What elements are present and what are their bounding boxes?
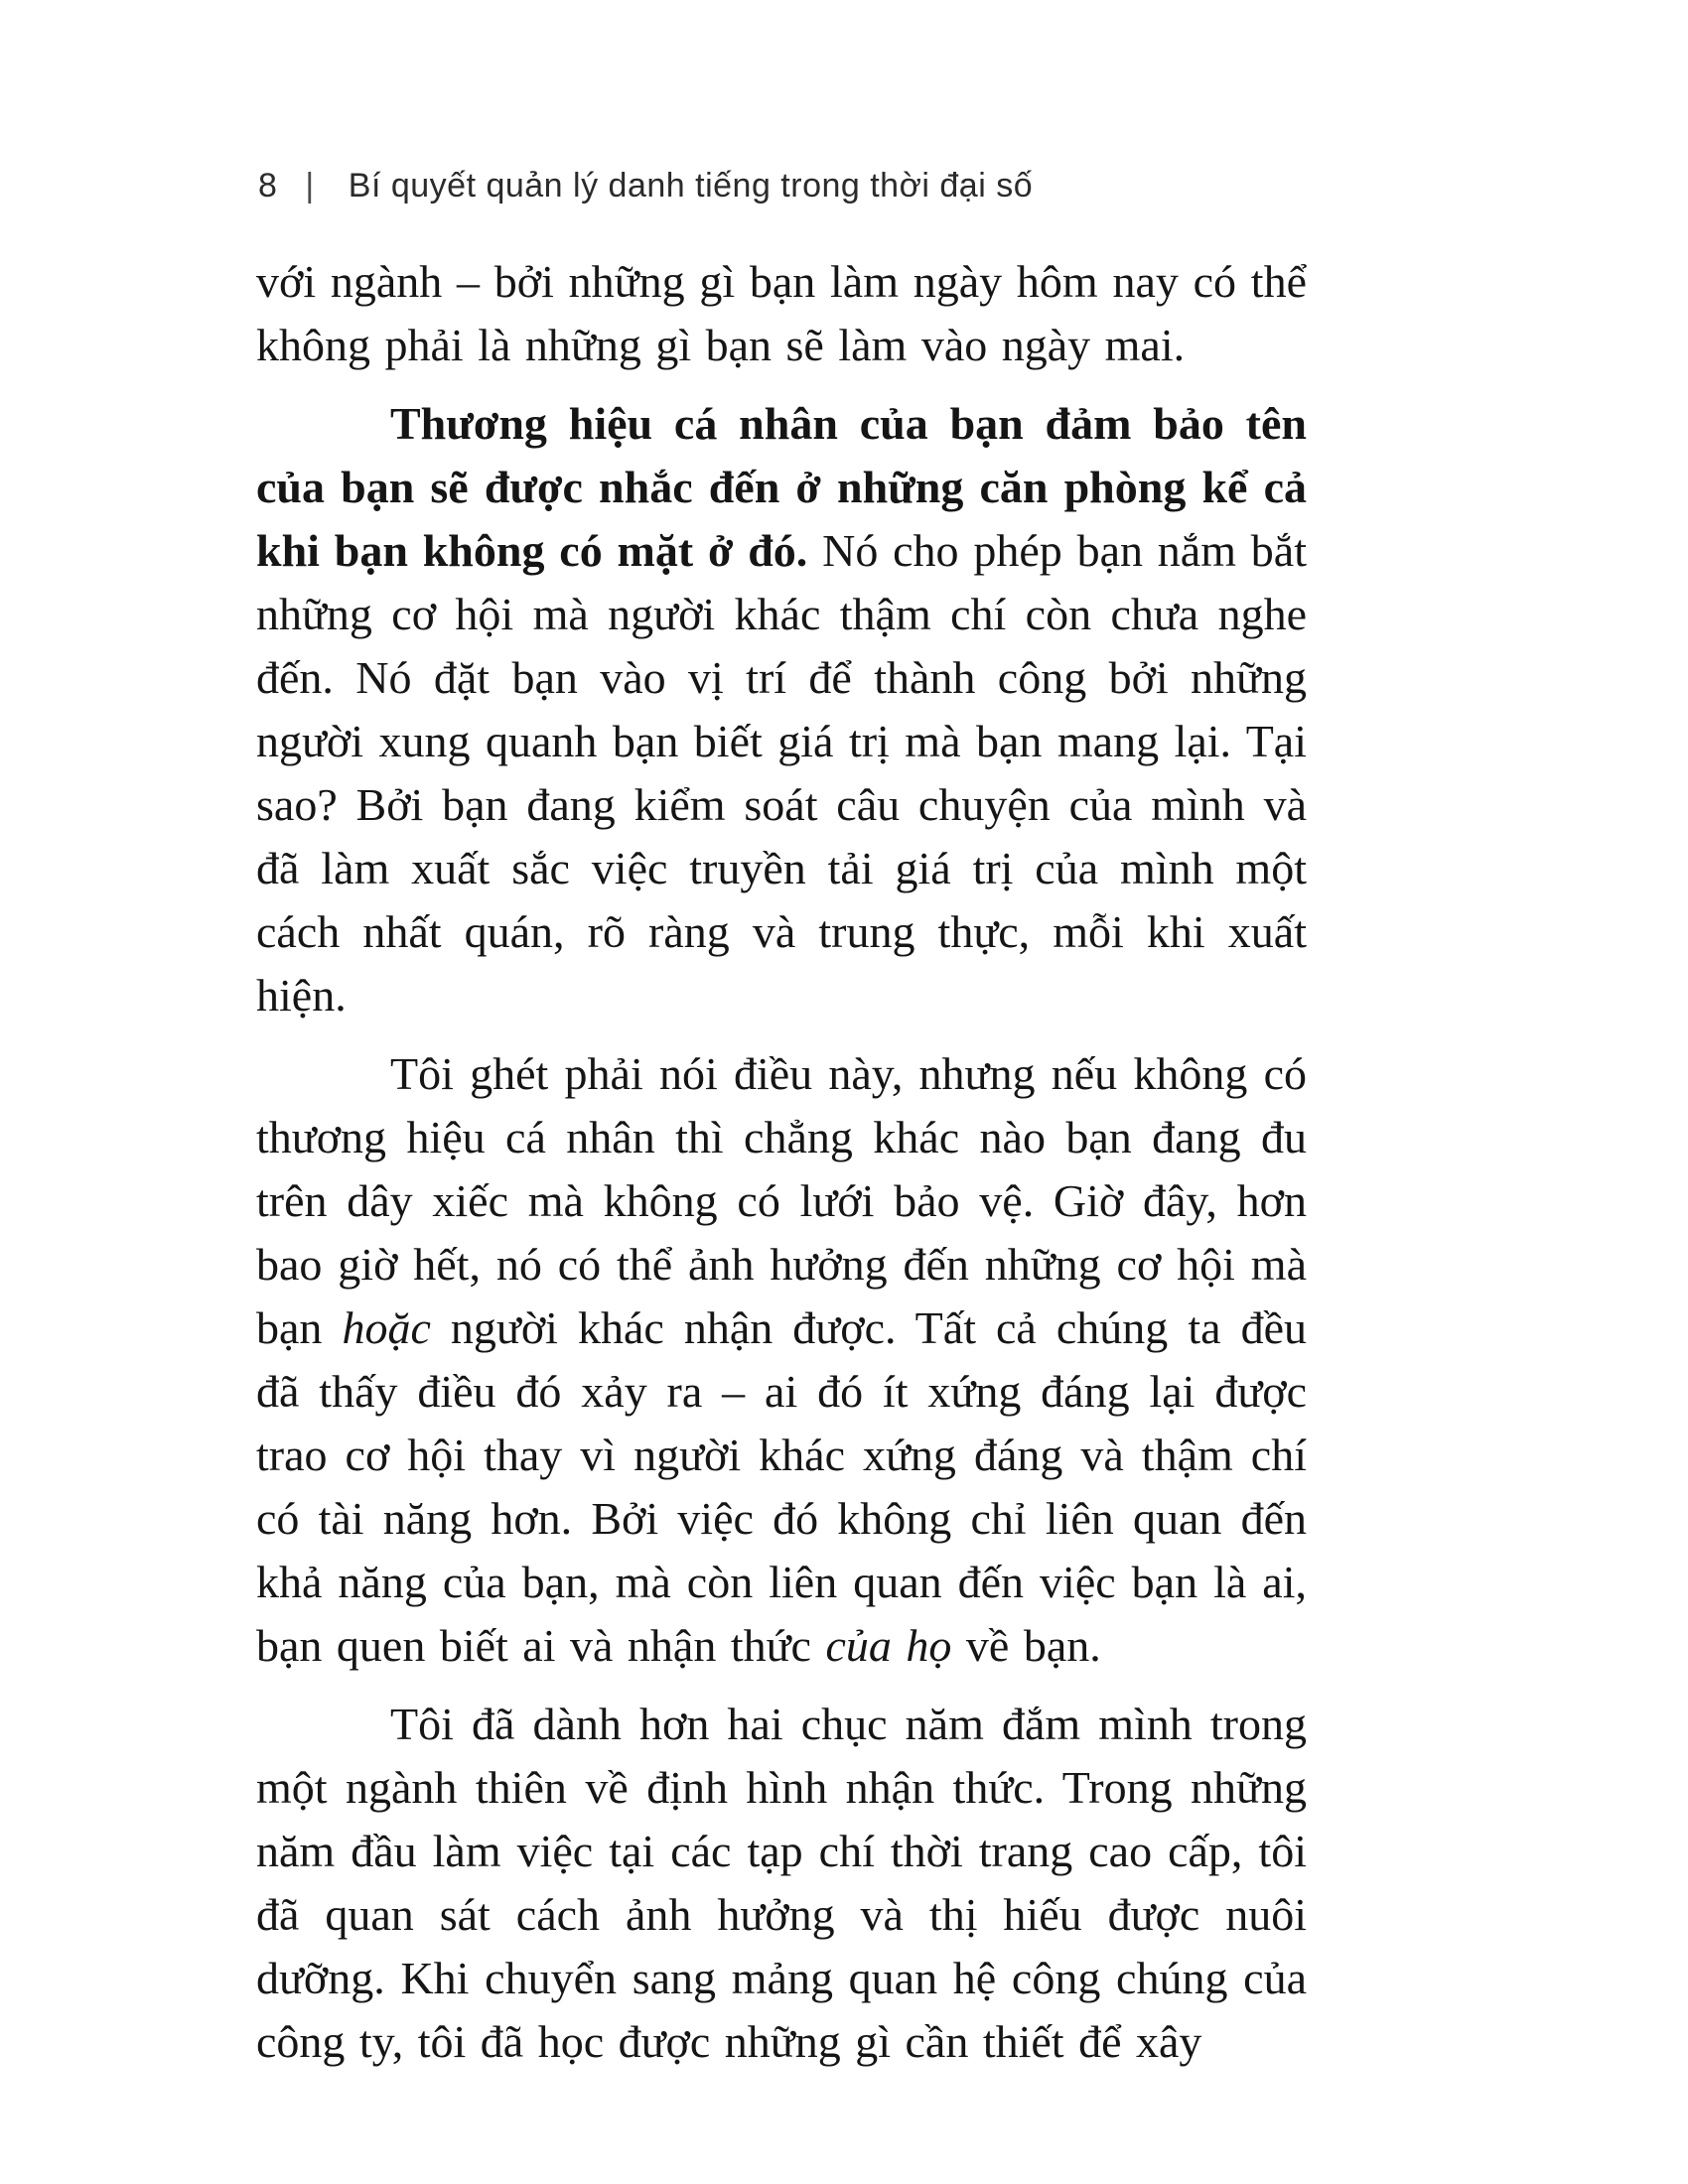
running-header — [258, 167, 1311, 205]
text-run-italic: của họ — [825, 1620, 952, 1671]
page-number: 8 — [258, 167, 278, 205]
paragraph — [256, 392, 1307, 1027]
body-text-column — [256, 250, 1307, 2089]
text-run-bold: Thương hiệu cá nhân của bạn đảm bảo tên của bạn sẽ được nhắc đến ở những căn phòng kể cả khi bạn không có mặt ở đó. — [256, 398, 1307, 576]
text-run-normal: Tôi ghét phải nói điều này, nhưng nếu không có thương hiệu cá nhân thì chẳng khác nào bạn đang đu trên dây xiếc mà không có lưới bảo vệ. Giờ đây, hơn bao giờ hết, nó có thể ảnh hưởng đến những cơ hội mà bạn — [256, 1048, 1307, 1353]
paragraph — [256, 1042, 1307, 1678]
text-run-italic: hoặc — [342, 1302, 431, 1353]
text-run-normal: người khác nhận được. Tất cả chúng ta đều đã thấy điều đó xảy ra – ai đó ít xứng đáng lại được trao cơ hội thay vì người khác xứng đáng và thậm chí có tài năng hơn. Bởi việc đó không chỉ liên quan đến khả năng của bạn, mà còn liên quan đến việc bạn là ai, bạn quen biết ai và nhận thức — [256, 1302, 1307, 1671]
header-separator: | — [305, 167, 315, 205]
text-run-normal: về bạn. — [951, 1620, 1101, 1671]
paragraph — [256, 250, 1307, 377]
paragraph — [256, 1693, 1307, 2074]
text-run-normal: với ngành – bởi những gì bạn làm ngày hôm nay có thể không phải là những gì bạn sẽ làm vào ngày mai. — [256, 256, 1307, 370]
text-run-normal: Nó cho phép bạn nắm bắt những cơ hội mà người khác thậm chí còn chưa nghe đến. Nó đặt bạn vào vị trí để thành công bởi những người xung quanh bạn biết giá trị mà bạn mang lại. Tại sao? Bởi bạn đang kiểm soát câu chuyện của mình và đã làm xuất sắc việc truyền tải giá trị của mình một cách nhất quán, rõ ràng và trung thực, mỗi khi xuất hiện. — [256, 525, 1307, 1021]
running-title: Bí quyết quản lý danh tiếng trong thời đại số — [348, 167, 1034, 205]
text-run-normal: Tôi đã dành hơn hai chục năm đắm mình trong một ngành thiên về định hình nhận thức. Trong những năm đầu làm việc tại các tạp chí thời trang cao cấp, tôi đã quan sát cách ảnh hưởng và thị hiếu được nuôi dưỡng. Khi chuyển sang mảng quan hệ công chúng của công ty, tôi đã học được những gì cần thiết để xây — [256, 1699, 1307, 2067]
